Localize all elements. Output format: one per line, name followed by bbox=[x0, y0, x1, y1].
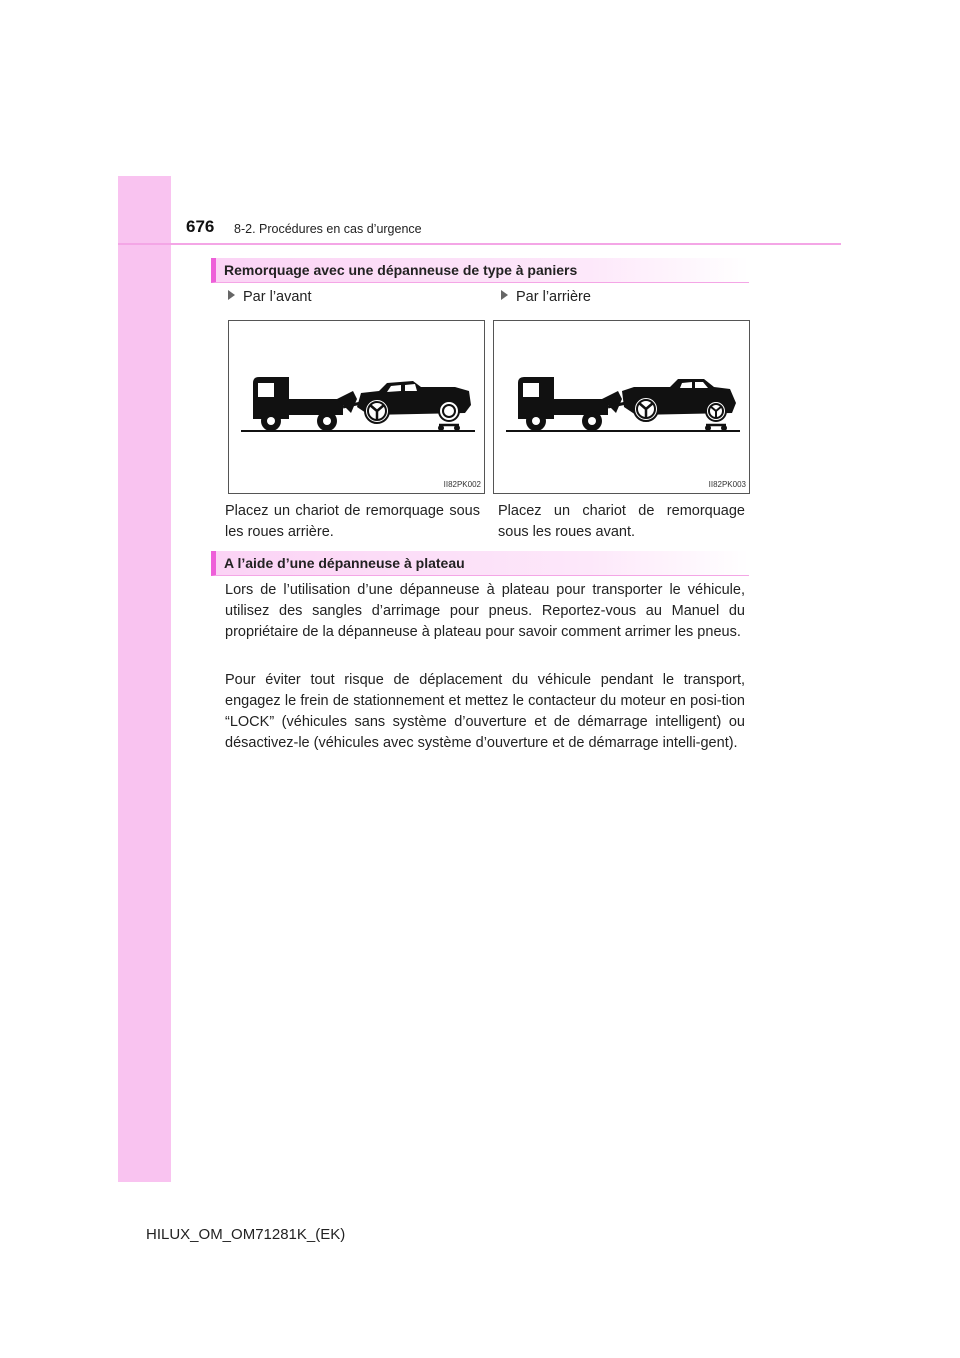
paragraph-parking-brake: Pour éviter tout risque de déplacement du véhicule pendant le transport, engagez le frein de stationnement et mettez le contacteur du moteur en posi-tion “LOCK” (véhicules sans système d’ouverture et de démarrage intelligent) ou désactivez-le (véhicules avec système d’ouverture et de démarrage intelli-gent). bbox=[225, 672, 745, 751]
tow-truck-rear-illustration bbox=[494, 321, 749, 493]
tow-truck-front-illustration bbox=[229, 321, 484, 493]
figure-tow-rear bbox=[493, 320, 750, 494]
sub-label-rear bbox=[501, 289, 591, 305]
arrow-right-icon bbox=[501, 290, 508, 300]
arrow-right-icon bbox=[228, 290, 235, 300]
figure-code: II82PK002 bbox=[443, 480, 481, 489]
chapter-title: 8-2. Procédures en cas d’urgence bbox=[234, 222, 422, 236]
sub-label-front-text: Par l’avant bbox=[243, 289, 312, 305]
page-number: 676 bbox=[186, 217, 215, 236]
sub-label-front bbox=[228, 289, 312, 305]
sub-label-rear-text: Par l’arrière bbox=[516, 289, 591, 305]
section-heading-flatbed bbox=[211, 551, 749, 576]
paragraph-tie-down: Lors de l’utilisation d’une dépanneuse à plateau pour transporter le véhicule, utilisez des sangles d’arrimage pour pneus. Reportez-vous au Manuel du propriétaire de la dépanneuse à plateau pour savoir comment arrimer les pneus. bbox=[225, 582, 745, 640]
section-heading-text: Remorquage avec une dépanneuse de type à paniers bbox=[224, 262, 578, 278]
section-heading-wheel-lift bbox=[211, 258, 749, 283]
caption-rear: Placez un chariot de remorquage sous les roues avant. bbox=[498, 503, 745, 540]
section-heading-text: A l’aide d’une dépanneuse à plateau bbox=[224, 555, 465, 571]
side-strip bbox=[118, 176, 171, 1182]
footer-doc-id: HILUX_OM_OM71281K_(EK) bbox=[146, 1226, 346, 1243]
caption-front: Placez un chariot de remorquage sous les roues arrière. bbox=[225, 503, 480, 540]
header-rule bbox=[118, 243, 841, 245]
figure-code: II82PK003 bbox=[708, 480, 746, 489]
figure-tow-front bbox=[228, 320, 485, 494]
